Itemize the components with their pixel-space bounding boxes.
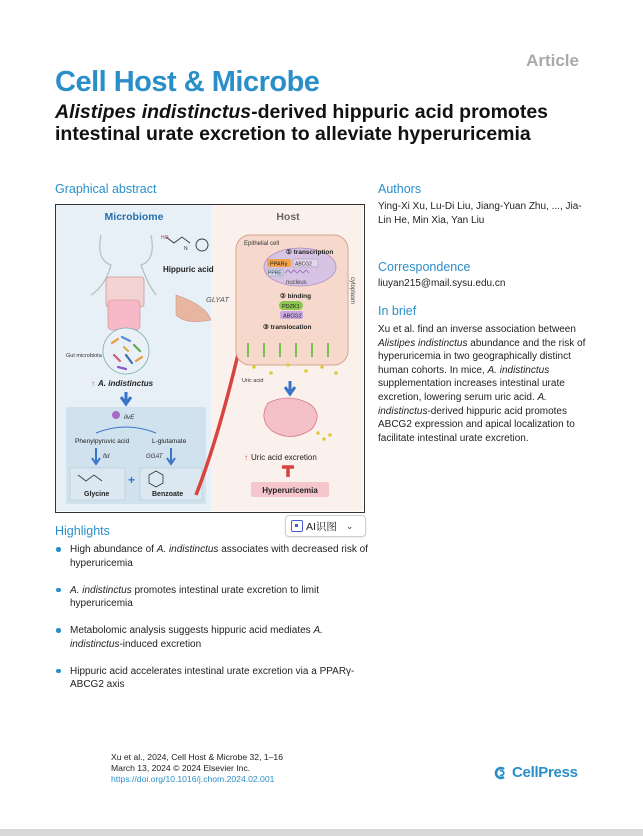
gut-microbiota-icon: [103, 328, 149, 374]
article-title: [55, 102, 575, 145]
intestine-icon: [264, 398, 317, 437]
translocation-label: ③ translocation: [263, 324, 312, 331]
ppre-label: PPRE: [268, 270, 282, 277]
graphical-abstract-heading: Graphical abstract: [55, 182, 157, 196]
up-arrow-icon-excretion: ↑: [244, 453, 248, 462]
highlights-list: [55, 543, 370, 705]
page-bottom-border: [0, 829, 643, 836]
ai-button-label: AI识图: [306, 520, 337, 533]
citation-line-1: Xu et al., 2024, Cell Host & Microbe 32, 1–16: [111, 752, 283, 762]
in-brief-text: Xu et al. find an inverse association between Alistipes indistinctus abundance and the risk of hyperuricemia in two geographically distinct human cohorts. In mice, A. indistinctus supplementation increases intestinal urate excretion, lowering serum uric acid. A. indistinctus-derived hippuric acid promotes ABCG2 expression and apical localization to facilitate intestinal urate excretion.: [378, 324, 586, 444]
citation-line-2: March 13, 2024 © 2024 Elsevier Inc.: [111, 763, 251, 773]
phenylpyruvic-label: Phenylpyruvic acid: [75, 438, 130, 445]
chevron-down-icon: ⌄: [345, 520, 354, 531]
journal-name[interactable]: Cell Host & Microbe: [55, 66, 320, 98]
cytoplasm-label: cytoplasm: [349, 277, 355, 305]
cellpress-logo[interactable]: [494, 764, 578, 781]
abcg2-gene-label: ABCG2: [295, 261, 312, 268]
uric-acid-excretion-label: Uric acid excretion: [251, 453, 317, 462]
title-species: Alistipes indistinctus: [55, 101, 252, 123]
ai-recognize-button[interactable]: [285, 515, 366, 537]
ilve-label: ilvE: [124, 414, 135, 421]
highlight-item: Hippuric acid accelerates intestinal urate excretion via a PPARγ-ABCG2 axis: [55, 665, 370, 692]
svg-text:N: N: [184, 246, 188, 252]
abcg2-protein-label: ABCG2: [283, 313, 302, 320]
colon-icon: [108, 300, 140, 330]
highlights-heading: Highlights: [55, 524, 110, 538]
hyperuricemia-label: Hyperuricemia: [262, 486, 318, 495]
correspondence-email[interactable]: liuyan215@mail.sysu.edu.cn: [378, 278, 506, 289]
plus-icon: +: [128, 473, 136, 487]
binding-label: ② binding: [280, 293, 312, 300]
bacterium-icon: [112, 411, 120, 419]
highlight-item: A. indistinctus promotes intestinal urate excretion to limit hyperuricemia: [55, 584, 370, 611]
in-brief-heading: In brief: [378, 304, 417, 318]
hippuric-acid-label: Hippuric acid: [163, 265, 214, 274]
benzoate-label: Benzoate: [152, 491, 184, 498]
title-rest: -derived hippuric acid promotes intestinal urate excretion to alleviate hyperuricemia: [55, 101, 549, 145]
transcription-label: ① transcription: [286, 249, 334, 256]
highlight-item: Metabolomic analysis suggests hippuric acid mediates A. indistinctus-induced excretion: [55, 624, 370, 651]
doi-link[interactable]: https://doi.org/10.1016/j.chom.2024.02.001: [111, 774, 275, 784]
uric-acid-label: Uric acid: [242, 378, 264, 384]
up-arrow-icon: ↑: [91, 379, 95, 388]
graphical-abstract[interactable]: [55, 204, 365, 513]
pdzk1-label: PDZK1: [282, 304, 300, 310]
correspondence-heading: Correspondence: [378, 260, 471, 274]
nucleus-label: nucleus: [286, 280, 307, 286]
glyat-label: GLYAT: [206, 295, 229, 304]
gut-microbiota-label: Gut microbiota: [66, 353, 102, 359]
species-label: A. indistinctus: [98, 379, 154, 388]
cellpress-mark-icon: [494, 766, 508, 780]
citation-block: [111, 752, 283, 785]
publisher-name: CellPress: [512, 764, 578, 781]
authors-heading: Authors: [378, 182, 422, 196]
microbiome-label: Microbiome: [104, 211, 164, 223]
glycine-label: Glycine: [84, 491, 110, 498]
article-type-tag: Article: [526, 51, 579, 70]
host-label: Host: [276, 211, 300, 223]
ggat-label: GGAT: [146, 454, 163, 460]
highlight-item: High abundance of A. indistinctus associates with decreased risk of hyperuricemia: [55, 543, 370, 570]
authors-list[interactable]: Ying-Xi Xu, Lu-Di Liu, Jiang-Yuan Zhu, ..., Jia-Lin He, Min Xia, Yan Liu: [378, 201, 582, 226]
fld-label: fld: [103, 454, 110, 460]
svg-text:HO: HO: [161, 235, 169, 241]
ppar-label: PPARγ: [270, 261, 288, 268]
ai-scan-icon: [291, 520, 303, 532]
epithelial-cell-label: Epithelial cell: [244, 241, 280, 247]
l-glutamate-label: L-glutamate: [152, 438, 187, 445]
